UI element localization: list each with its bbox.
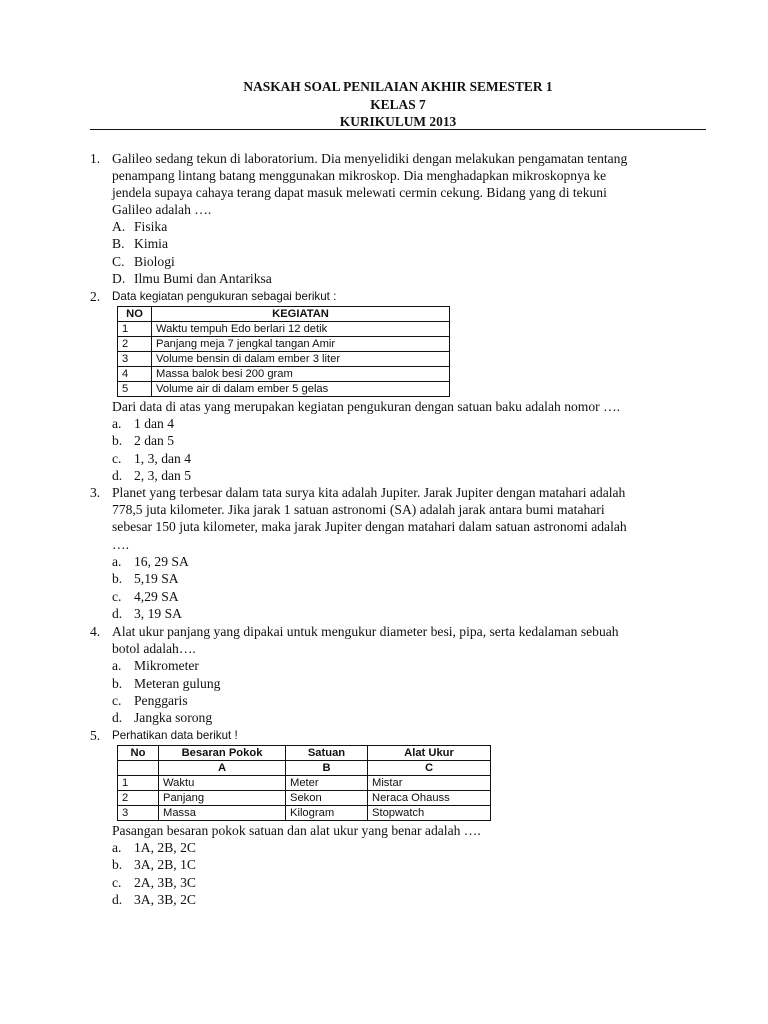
option-label: b. — [112, 857, 123, 872]
table-cell: Panjang meja 7 jengkal tangan Amir — [152, 337, 450, 352]
option-label: c. — [112, 589, 122, 604]
option-label: C. — [112, 254, 125, 269]
option-label: a. — [112, 840, 122, 855]
exam-curriculum: KURIKULUM 2013 — [339, 114, 457, 129]
header-divider — [90, 129, 706, 130]
exam-header — [90, 78, 706, 131]
option-label: d. — [112, 710, 123, 725]
option-label: d. — [112, 606, 123, 621]
table-cell: 3 — [118, 806, 159, 821]
table-row — [118, 352, 450, 367]
table-cell: Volume air di dalam ember 5 gelas — [152, 382, 450, 397]
table-cell: Volume bensin di dalam ember 3 liter — [152, 352, 450, 367]
option-text: 4,29 SA — [134, 589, 179, 604]
option-text: 3A, 2B, 1C — [134, 857, 196, 872]
table-row — [118, 382, 450, 397]
table-cell: 1 — [118, 776, 159, 791]
option-label: d. — [112, 892, 123, 907]
option-text: Mikrometer — [134, 658, 199, 673]
question-number: 1. — [90, 151, 101, 166]
option-text: Meteran gulung — [134, 676, 221, 691]
table-row — [118, 367, 450, 382]
table-cell: 5 — [118, 382, 152, 397]
question-number: 4. — [90, 624, 101, 639]
table-cell: Neraca Ohauss — [368, 791, 491, 806]
option-text: Fisika — [134, 219, 168, 234]
exam-title: NASKAH SOAL PENILAIAN AKHIR SEMESTER 1 — [243, 79, 553, 94]
table-header-cell: KEGIATAN — [152, 307, 450, 322]
option-text: 1 dan 4 — [134, 416, 175, 431]
table-cell: Sekon — [286, 791, 368, 806]
table-cell: Panjang — [159, 791, 286, 806]
option-label: a. — [112, 554, 122, 569]
table-header-cell: Alat Ukur — [368, 746, 491, 761]
question-text: Dari data di atas yang merupakan kegiatan pengukuran dengan satuan baku adalah nomor …. — [112, 399, 621, 414]
table-cell: 2 — [118, 791, 159, 806]
option-label: b. — [112, 571, 123, 586]
question-text-line: 778,5 juta kilometer. Jika jarak 1 satuan astronomi (SA) adalah jarak antara bumi matahari — [112, 502, 605, 517]
question-text-line: Galileo sedang tekun di laboratorium. Dia menyelidiki dengan melakukan pengamatan tentang — [112, 151, 628, 166]
question-intro: Perhatikan data berikut ! — [112, 729, 238, 742]
option-label: d. — [112, 468, 123, 483]
question-text-line: botol adalah…. — [112, 641, 196, 656]
table-cell: 4 — [118, 367, 152, 382]
table-header-row — [118, 307, 450, 322]
option-label: c. — [112, 875, 122, 890]
table-header-cell: Besaran Pokok — [159, 746, 286, 761]
option-text: 16, 29 SA — [134, 554, 189, 569]
question-text-line: …. — [112, 537, 129, 552]
option-text: 5,19 SA — [134, 571, 179, 586]
table-subheader-cell: C — [368, 761, 491, 776]
question-number: 3. — [90, 485, 101, 500]
table-subheader-cell: B — [286, 761, 368, 776]
table-cell: 3 — [118, 352, 152, 367]
question-text-line: Planet yang terbesar dalam tata surya kita adalah Jupiter. Jarak Jupiter dengan matahari adalah — [112, 485, 626, 500]
question-number: 5. — [90, 728, 101, 743]
option-label: D. — [112, 271, 126, 286]
activity-table — [117, 306, 450, 397]
option-text: Kimia — [134, 236, 168, 251]
table-cell: Waktu tempuh Edo berlari 12 detik — [152, 322, 450, 337]
option-text: 2, 3, dan 5 — [134, 468, 192, 483]
exam-class: KELAS 7 — [370, 96, 426, 112]
table-row — [118, 776, 491, 791]
table-header-cell: NO — [118, 307, 152, 322]
table-cell: 1 — [118, 322, 152, 337]
question-text-line: jendela supaya cahaya terang dapat masuk melewati cermin cekung. Bidang yang di tekuni — [112, 185, 607, 200]
option-label: c. — [112, 693, 122, 708]
option-text: Ilmu Bumi dan Antariksa — [134, 271, 272, 286]
table-cell: Massa — [159, 806, 286, 821]
question-number: 2. — [90, 289, 101, 304]
option-label: B. — [112, 236, 125, 251]
option-text: 1, 3, dan 4 — [134, 451, 192, 466]
question-text: Pasangan besaran pokok satuan dan alat ukur yang benar adalah …. — [112, 823, 481, 838]
table-cell: Stopwatch — [368, 806, 491, 821]
question-text-line: Alat ukur panjang yang dipakai untuk mengukur diameter besi, pipa, serta kedalaman sebuah — [112, 624, 619, 639]
table-row — [118, 337, 450, 352]
quantities-table — [117, 745, 491, 821]
table-cell: Meter — [286, 776, 368, 791]
option-label: A. — [112, 219, 126, 234]
table-cell: Waktu — [159, 776, 286, 791]
option-label: b. — [112, 676, 123, 691]
option-text: 2 dan 5 — [134, 433, 175, 448]
table-header-row — [118, 746, 491, 761]
table-cell: Massa balok besi 200 gram — [152, 367, 450, 382]
option-label: a. — [112, 416, 122, 431]
table-cell: Mistar — [368, 776, 491, 791]
table-header-cell: No — [118, 746, 159, 761]
question-intro: Data kegiatan pengukuran sebagai berikut : — [112, 290, 337, 303]
question-text-line: penampang lintang batang menggunakan mikroskop. Dia menghadapkan mikroskopnya ke — [112, 168, 607, 183]
table-cell: Kilogram — [286, 806, 368, 821]
table-subheader-cell — [118, 761, 159, 776]
table-subheader-row — [118, 761, 491, 776]
option-text: Biologi — [134, 254, 175, 269]
question-text-line: Galileo adalah …. — [112, 202, 212, 217]
table-header-cell: Satuan — [286, 746, 368, 761]
table-row — [118, 806, 491, 821]
option-text: Penggaris — [134, 693, 188, 708]
option-text: 3A, 3B, 2C — [134, 892, 196, 907]
table-subheader-cell: A — [159, 761, 286, 776]
option-text: 1A, 2B, 2C — [134, 840, 196, 855]
option-text: 3, 19 SA — [134, 606, 182, 621]
question-text-line: sebesar 150 juta kilometer, maka jarak Jupiter dengan matahari dalam satuan astronomi adalah — [112, 519, 627, 534]
option-label: b. — [112, 433, 123, 448]
option-text: 2A, 3B, 3C — [134, 875, 196, 890]
option-text: Jangka sorong — [134, 710, 213, 725]
table-row — [118, 322, 450, 337]
option-label: c. — [112, 451, 122, 466]
table-cell: 2 — [118, 337, 152, 352]
option-label: a. — [112, 658, 122, 673]
table-row — [118, 791, 491, 806]
